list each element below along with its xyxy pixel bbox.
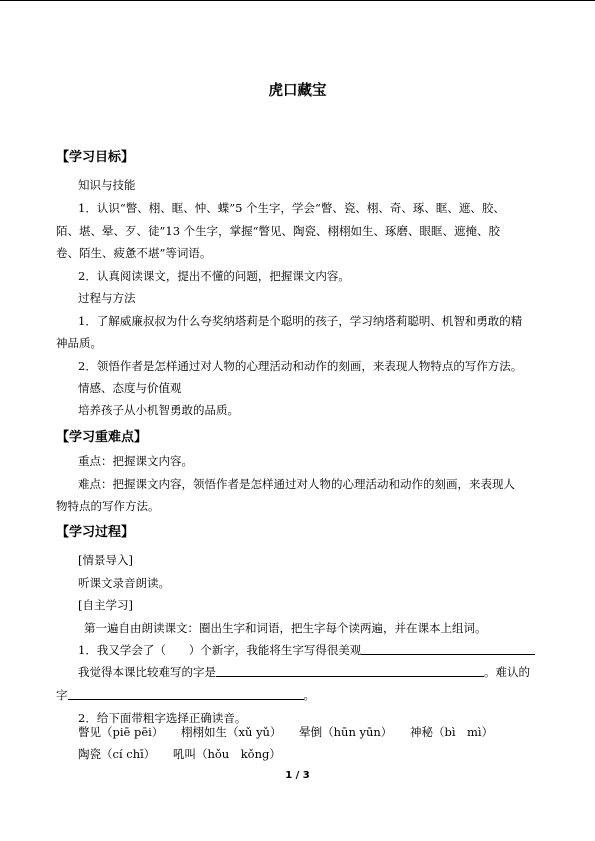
knowledge-heading: 知识与技能	[78, 178, 136, 192]
goal-item3-line1: 1．了解威廉叔叔为什么夸奖纳塔莉是个聪明的孩子，学习纳塔莉聪明、机智和勇敢的精	[78, 314, 523, 328]
answer-blank-hard-read[interactable]	[68, 688, 304, 700]
pinyin-item: 瞥见（piē pēi）	[78, 725, 164, 739]
self-study-label: [自主学习]	[78, 598, 133, 612]
section-heading-key-points: 【学习重难点】	[56, 430, 148, 445]
hard-write-text: 我觉得本课比较难写的字是	[78, 665, 216, 679]
top-rule	[0, 0, 595, 1]
pinyin-row-2	[78, 746, 295, 762]
difficulty-line2: 物特点的写作方法。	[56, 499, 160, 513]
section-heading-goals: 【学习目标】	[56, 150, 135, 165]
word-text: 字	[56, 688, 68, 702]
answer-blank-hard-write[interactable]	[216, 665, 484, 677]
first-read-text: 第一遍自由朗读课文：圈出生字和词语，把生字每个读两遍，并在课本上组词。	[84, 621, 487, 635]
difficulty-line1: 难点：把握课文内容，领悟作者是怎样通过对人物的心理活动和动作的刻画，来表现人	[78, 477, 515, 491]
focus-text: 重点：把握课文内容。	[78, 454, 193, 468]
emotion-heading: 情感、态度与价值观	[78, 381, 182, 395]
pinyin-item: 陶瓷（cí chī）	[78, 747, 156, 761]
goal-item4: 2．领悟作者是怎样通过对人物的心理活动和动作的刻画，来表现人物特点的写作方法。	[78, 359, 523, 373]
pinyin-row-1	[78, 724, 507, 740]
scene-text: 听课文录音朗读。	[78, 576, 170, 590]
word-end: 。	[303, 688, 315, 702]
goal-item3-line2: 神品质。	[56, 336, 102, 350]
pinyin-item: 晕倒（hūn yūn）	[299, 725, 393, 739]
pinyin-item: 神秘（bì mì）	[409, 725, 494, 739]
document-title: 虎口藏宝	[268, 83, 327, 99]
page-number: 1 / 3	[285, 770, 310, 781]
goal-item1-line3: 卷、陌生、疲惫不堪”等词语。	[56, 246, 212, 260]
scene-label: [情景导入]	[78, 553, 133, 567]
question-1-text: 1．我又学会了（ ）个新字，我能将生字写得很美观	[78, 643, 362, 657]
process-heading: 过程与方法	[78, 291, 136, 305]
goal-item2: 2．认真阅读课文，提出不懂的问题，把握课文内容。	[78, 269, 350, 283]
goal-item1-line2: 陌、堪、晕、歹、徒”13 个生字，掌握“瞥见、陶瓷、栩栩如生、琢磨、眼眶、遮掩、胶	[56, 224, 501, 238]
pinyin-item: 吼叫（hǒu kǒng）	[172, 747, 281, 761]
answer-blank-beauty[interactable]	[361, 643, 535, 655]
emotion-text: 培养孩子从小机智勇敢的品质。	[78, 403, 239, 417]
question-1	[78, 643, 542, 657]
question-2: 2．给下面带粗字选择正确读音。	[78, 711, 247, 725]
section-heading-process: 【学习过程】	[56, 525, 135, 540]
question-1-hard	[78, 665, 542, 679]
pinyin-item: 栩栩如生（xǔ yǔ）	[181, 725, 282, 739]
goal-item1-line1: 1．认识“瞥、栩、眶、忡、蝶”5 个生字，学会“瞥、瓷、栩、奇、琢、眶、遮、胶、	[78, 201, 505, 215]
question-1-word	[56, 688, 542, 702]
hard-read-text: 。难认的	[484, 665, 530, 679]
